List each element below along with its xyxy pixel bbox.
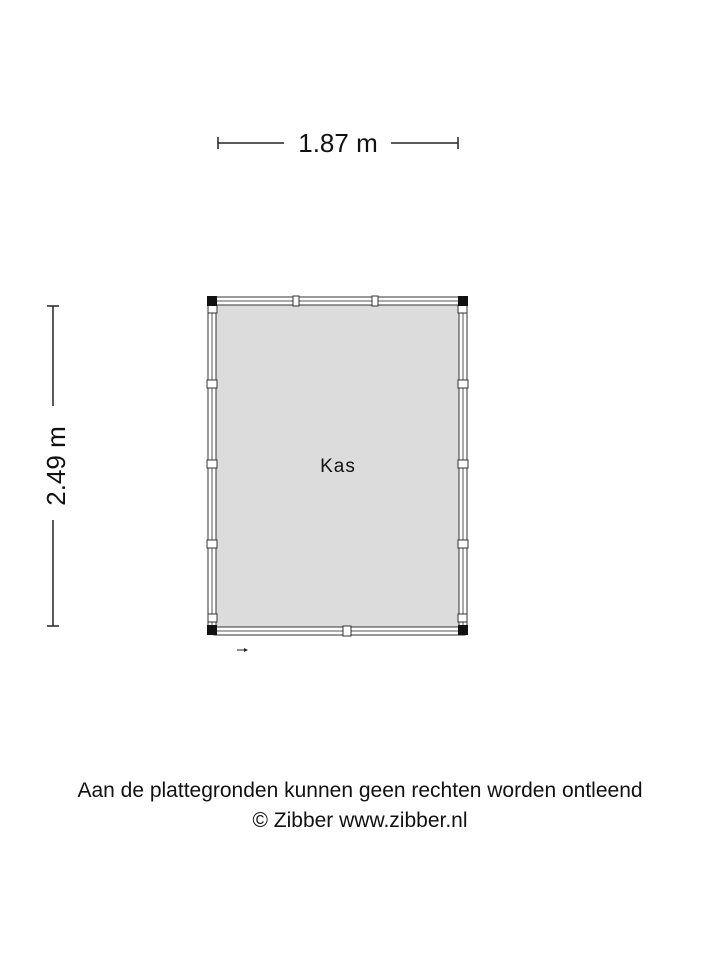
wall-bottom <box>214 627 465 635</box>
copyright-text: © Zibber www.zibber.nl <box>252 809 468 832</box>
wall-top <box>214 297 465 305</box>
room-label: Kas <box>320 456 356 477</box>
width-dimension-label: 1.87 m <box>298 128 378 158</box>
disclaimer-text: Aan de plattegronden kunnen geen rechten worden ontleend <box>77 779 643 802</box>
height-dimension <box>41 306 71 626</box>
entrance-arrow-icon <box>237 648 248 652</box>
width-dimension <box>218 128 458 158</box>
height-dimension-label: 2.49 m <box>41 426 71 506</box>
room-kas <box>207 296 468 636</box>
